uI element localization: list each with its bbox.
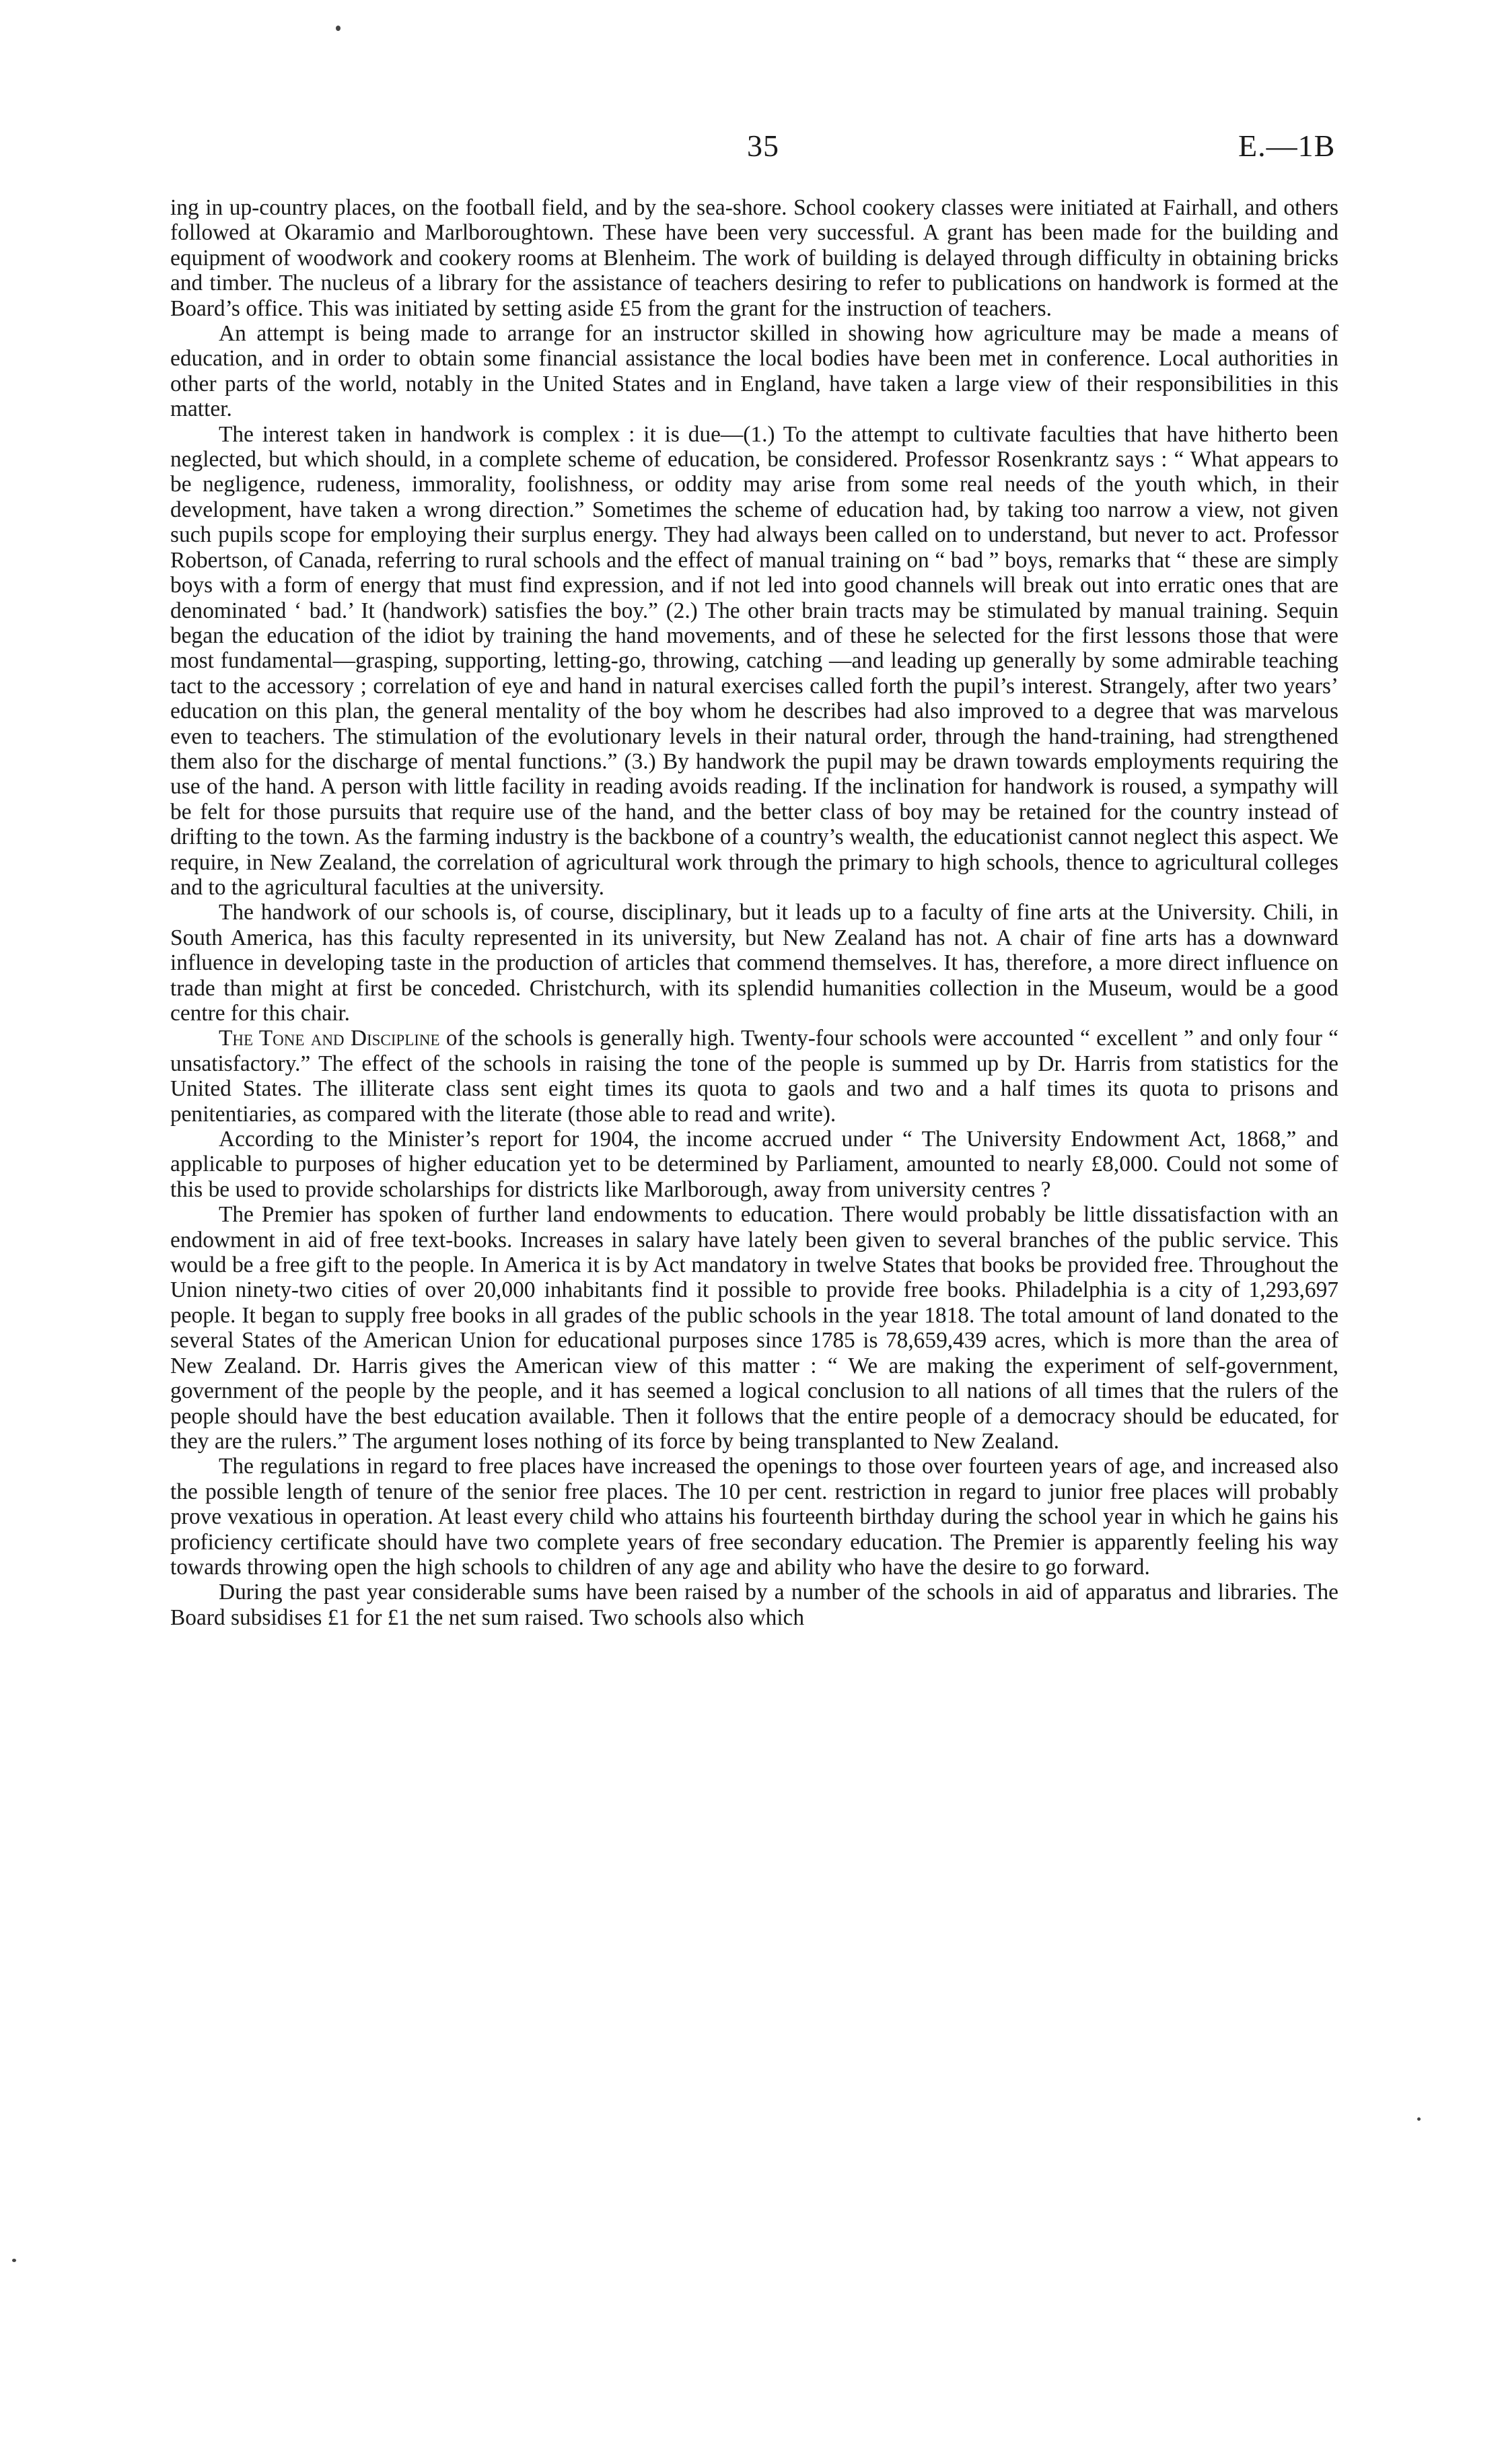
paragraph: An attempt is being made to arrange for an instructor skilled in showing how agriculture may be made a means of education, and in order to obtain some financial assistance the local bodies have been met in conference. Local authorities in other parts of the world, notably in the United States and in England, have taken a large view of their responsibilities in this matter. bbox=[170, 321, 1338, 422]
small-caps-heading: The Tone and Discipline bbox=[219, 1026, 440, 1051]
paragraph: The interest taken in handwork is complex : it is due—(1.) To the attempt to cultivate faculties that have hitherto been neglected, but which should, in a complete scheme of education, be considered. Professor Rosenkrantz says : “ What appears to be negligence, rudeness, immorality, foolishness, or oddity may arise from some real needs of the youth which, in their development, have taken a wrong direction.” Sometimes the scheme of education had, by taking too narrow a view, not given such pupils scope for employing their surplus energy. They had always been called on to understand, but never to act. Professor Robertson, of Canada, referring to rural schools and the effect of manual training on “ bad ” boys, remarks that “ these are simply boys with a form of energy that must find expression, and if not led into good channels will break out into erratic ones that are denominated ‘ bad.’ It (handwork) satisfies the boy.” (2.) The other brain tracts may be stimulated by manual training. Sequin began the education of the idiot by training the hand movements, and of these he selected for the first lessons those that were most fundamental—grasping, supporting, letting-go, throwing, catching —and leading up generally by some admirable teaching tact to the accessory ; correlation of eye and hand in natural exercises called forth the pupil’s interest. Strangely, after two years’ education on this plan, the general mentality of the boy whom he describes had also improved to a degree that was marvelous even to teachers. The stimulation of the evolutionary levels in their natural order, through the hand-training, had strengthened them also for the discharge of mental functions.” (3.) By handwork the pupil may be drawn towards employments requiring the use of the hand. A person with little facility in reading avoids reading. If the inclination for handwork is roused, a sympathy will be felt for those pursuits that require use of the hand, and the better class of boy may be retained for the country instead of drifting to the town. As the farming industry is the backbone of a country’s wealth, the educationist cannot neglect this aspect. We require, in New Zealand, the correlation of agricultural work through the primary to high schools, thence to agricultural colleges and to the agricultural faculties at the university. bbox=[170, 421, 1338, 900]
document-reference: E.—1B bbox=[1238, 129, 1336, 163]
scan-speck bbox=[1417, 2117, 1421, 2121]
page-header bbox=[0, 128, 1502, 168]
paragraph: During the past year considerable sums have been raised by a number of the schools in aid of apparatus and libraries. The Board subsidises £1 for £1 the net sum raised. Two schools also which bbox=[170, 1580, 1338, 1630]
paragraph: ing in up-country places, on the football field, and by the sea-shore. School cookery classes were initiated at Fairhall, and others followed at Okaramio and Marlboroughtown. These have been very successful. A grant has been made for the building and equipment of woodwork and cookery rooms at Blenheim. The work of building is delayed through difficulty in obtaining bricks and timber. The nucleus of a library for the assistance of teachers desiring to refer to publications on handwork is formed at the Board’s office. This was initiated by setting aside £5 from the grant for the instruction of teachers. bbox=[170, 195, 1338, 321]
paragraph: The handwork of our schools is, of course, disciplinary, but it leads up to a faculty of fine arts at the University. Chili, in South America, has this faculty represented in its university, but New Zealand has not. A chair of fine arts has a downward influence in developing taste in the production of articles that commend themselves. It has, therefore, a more direct influence on trade than might at first be conceded. Christchurch, with its splendid humanities collection in the Museum, would be a good centre for this chair. bbox=[170, 900, 1338, 1026]
paragraph-text: of the schools is generally high. Twenty-four schools were accounted “ excellent ” and only four “ unsatisfactory.” The effect of the schools in raising the tone of the people is summed up by Dr. Harris from statistics for the United States. The illiterate class sent eight times its quota to gaols and two and a half times its quota to prisons and penitentiaries, as compared with the literate (those able to read and write). bbox=[170, 1026, 1338, 1127]
scan-speck bbox=[12, 2259, 16, 2262]
scan-speck bbox=[336, 26, 341, 31]
paragraph: According to the Minister’s report for 1904, the income accrued under “ The University Endowment Act, 1868,” and applicable to purposes of higher education yet to be determined by Parliament, amounted to nearly £8,000. Could not some of this be used to provide scholarships for districts like Marlborough, away from university centres ? bbox=[170, 1127, 1338, 1202]
paragraph bbox=[170, 1026, 1338, 1127]
page-number: 35 bbox=[747, 129, 779, 163]
paragraph: The regulations in regard to free places have increased the openings to those over fourteen years of age, and increased also the possible length of tenure of the senior free places. The 10 per cent. restriction in regard to junior free places will probably prove vexatious in operation. At least every child who attains his fourteenth birthday during the school year in which he gains his proficiency certificate should have two complete years of free secondary education. The Premier is apparently feeling his way towards throwing open the high schools to children of any age and ability who have the desire to go forward. bbox=[170, 1454, 1338, 1580]
body-text bbox=[170, 195, 1338, 1630]
paragraph: The Premier has spoken of further land endowments to education. There would probably be little dissatisfaction with an endowment in aid of free text-books. Increases in salary have lately been given to several branches of the public service. This would be a free gift to the people. In America it is by Act mandatory in twelve States that books be provided free. Throughout the Union ninety-two cities of over 20,000 inhabitants find it possible to provide free books. Philadelphia is a city of 1,293,697 people. It began to supply free books in all grades of the public schools in the year 1818. The total amount of land donated to the several States of the American Union for educational purposes since 1785 is 78,659,439 acres, which is more than the area of New Zealand. Dr. Harris gives the American view of this matter : “ We are making the experiment of self-government, government of the people by the people, and it has seemed a logical conclusion to all nations of all times that the rulers of the people should have the best education available. Then it follows that the entire people of a democracy should be educated, for they are the rulers.” The argument loses nothing of its force by being transplanted to New Zealand. bbox=[170, 1202, 1338, 1454]
